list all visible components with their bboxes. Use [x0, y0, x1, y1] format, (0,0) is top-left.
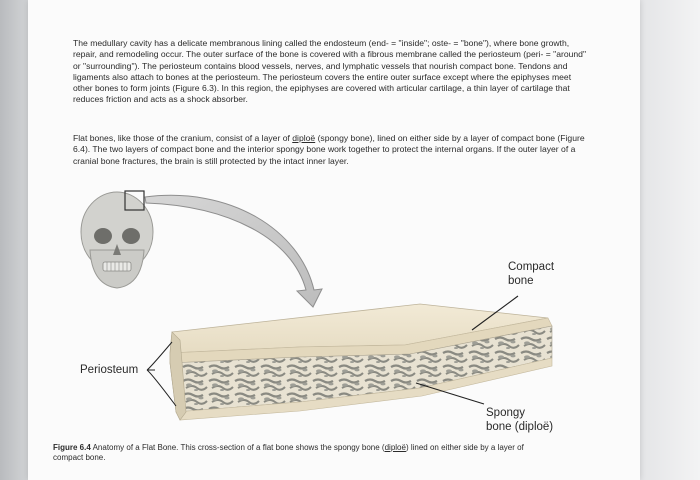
spongy-bone-label-line2: bone (diploë): [486, 421, 554, 433]
spongy-bone-label-line1: Spongy: [486, 407, 526, 419]
curved-arrow: [145, 195, 322, 307]
compact-bone-label-line2: bone: [508, 275, 534, 287]
figure-caption-label: Figure 6.4: [53, 443, 91, 452]
figure-caption-text-start: Anatomy of a Flat Bone. This cross-section of a flat bone shows the spongy bone (: [90, 443, 385, 452]
compact-bone-label-line1: Compact: [508, 261, 555, 273]
skull-illustration: [81, 192, 153, 288]
figure-caption-text-end: ) lined on either side by a layer of compact bone.: [53, 443, 524, 462]
diploe-term: diploë: [292, 133, 316, 143]
paragraph-endosteum: The medullary cavity has a delicate membranous lining called the endosteum (end- = "inside"; oste- = "bone"), where bone growth, repair, and remodeling occur. The outer surface of the bone is covered with a fibrous membrane called the periosteum (peri- = "around" or "surrounding"). The periosteum contains blood vessels, nerves, and lymphatic vessels that nourish compact bone. Tendons and ligaments also attach to bones at the periosteum. The periosteum covers the entire outer surface except where the epiphyses meet other bones to form joints (Figure 6.3). In this region, the epiphyses are covered with articular cartilage, a thin layer of cartilage that reduces friction and acts as a shock absorber.: [73, 38, 587, 105]
figure-caption-diploe-term: diploë: [384, 443, 406, 452]
compact-bone-label: [508, 260, 554, 288]
paragraph-flat-bones-start: Flat bones, like those of the cranium, consist of a layer of: [73, 133, 293, 143]
periosteum-label: Periosteum: [80, 364, 139, 376]
bone-cross-section: [170, 304, 552, 420]
paragraph-flat-bones-end: (spongy bone), lined on either side by a layer of compact bone (Figure 6.4). The two layers of compact bone and the interior spongy bone work together to protect the internal organs. If the outer layer of a cranial bone fractures, the brain is still protected by the intact inner layer.: [73, 133, 585, 166]
spongy-bone-label: [486, 406, 553, 434]
figure-caption: [53, 443, 533, 463]
